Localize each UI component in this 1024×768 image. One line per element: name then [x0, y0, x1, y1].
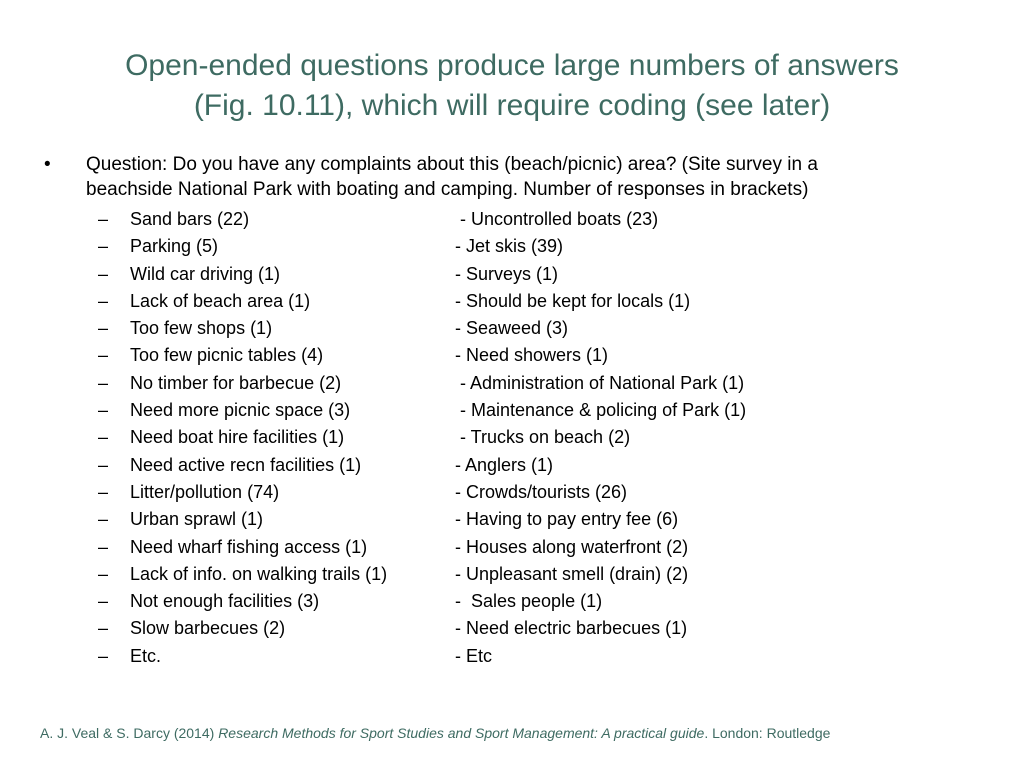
response-right: - Having to pay entry fee (6) — [455, 509, 679, 530]
response-right: - Etc — [455, 645, 493, 666]
list-item — [98, 615, 998, 642]
citation-authors: A. J. Veal & S. Darcy (2014) — [40, 725, 219, 741]
response-right: - Need showers (1) — [455, 345, 609, 366]
dash-icon: – — [98, 454, 109, 475]
dash-icon: – — [98, 400, 109, 421]
list-item — [98, 315, 998, 342]
list-item — [98, 643, 998, 670]
slide-title-line-2: (Fig. 10.11), which will require coding (see later) — [193, 89, 831, 122]
bullet-dot-icon: • — [44, 154, 51, 175]
response-right: - Uncontrolled boats (23) — [455, 209, 659, 229]
citation-book-title: Research Methods for Sport Studies and Sport Management: A practical guide — [218, 725, 705, 741]
dash-icon: – — [98, 345, 109, 366]
response-right: - Need electric barbecues (1) — [455, 618, 688, 639]
list-item — [98, 233, 998, 260]
dash-icon: – — [98, 209, 109, 229]
list-item — [98, 561, 998, 588]
citation-publisher: . London: Routledge — [704, 725, 831, 741]
question-text — [86, 152, 1006, 202]
dash-icon: – — [98, 263, 109, 284]
response-left: Need boat hire facilities (1) — [130, 427, 345, 448]
dash-icon: – — [98, 645, 109, 666]
response-right: - Trucks on beach (2) — [455, 427, 631, 448]
response-list — [98, 206, 998, 670]
dash-icon: – — [98, 509, 109, 530]
response-right: - Unpleasant smell (drain) (2) — [455, 563, 689, 584]
list-item — [98, 342, 998, 369]
response-left: No timber for barbecue (2) — [130, 372, 342, 393]
response-right: - Administration of National Park (1) — [455, 372, 745, 393]
slide-title — [60, 46, 964, 126]
dash-icon: – — [98, 290, 109, 311]
list-item — [98, 588, 998, 615]
list-item — [98, 479, 998, 506]
citation — [40, 723, 1000, 743]
list-item — [98, 424, 998, 451]
response-left: Not enough facilities (3) — [130, 591, 320, 612]
slide-title-line-1: Open-ended questions produce large numbers of answers — [125, 49, 899, 82]
response-left: Lack of info. on walking trails (1) — [130, 563, 388, 584]
response-left: Too few shops (1) — [130, 318, 273, 339]
list-item — [98, 397, 998, 424]
response-left: Need active recn facilities (1) — [130, 454, 362, 475]
response-left: Urban sprawl (1) — [130, 509, 264, 530]
response-right: - Maintenance & policing of Park (1) — [455, 400, 747, 421]
response-left: Need wharf fishing access (1) — [130, 536, 368, 557]
dash-icon: – — [98, 318, 109, 339]
dash-icon: – — [98, 481, 109, 502]
response-right: - Sales people (1) — [455, 591, 603, 612]
question-text-line-2: beachside National Park with boating and camping. Number of responses in brackets) — [86, 179, 809, 200]
dash-icon: – — [98, 618, 109, 639]
response-left: Slow barbecues (2) — [130, 618, 286, 639]
response-left: Etc. — [130, 645, 162, 666]
list-item — [98, 288, 998, 315]
dash-icon: – — [98, 563, 109, 584]
dash-icon: – — [98, 536, 109, 557]
response-right: - Jet skis (39) — [455, 236, 564, 257]
response-right: - Seaweed (3) — [455, 318, 569, 339]
response-left: Sand bars (22) — [130, 209, 250, 229]
list-item — [98, 534, 998, 561]
question-text-line-1: Question: Do you have any complaints about this (beach/picnic) area? (Site survey in a — [86, 154, 818, 175]
dash-icon: – — [98, 236, 109, 257]
response-right: - Houses along waterfront (2) — [455, 536, 689, 557]
list-item — [98, 452, 998, 479]
list-item — [98, 370, 998, 397]
list-item — [98, 206, 998, 233]
response-left: Wild car driving (1) — [130, 263, 281, 284]
list-item — [98, 506, 998, 533]
dash-icon: – — [98, 372, 109, 393]
response-left: Too few picnic tables (4) — [130, 345, 324, 366]
response-left: Litter/pollution (74) — [130, 481, 280, 502]
response-right: - Crowds/tourists (26) — [455, 481, 628, 502]
response-right: - Should be kept for locals (1) — [455, 290, 691, 311]
response-left: Parking (5) — [130, 236, 219, 257]
dash-icon: – — [98, 427, 109, 448]
list-item — [98, 261, 998, 288]
dash-icon: – — [98, 591, 109, 612]
response-left: Need more picnic space (3) — [130, 400, 351, 421]
response-left: Lack of beach area (1) — [130, 290, 311, 311]
response-right: - Anglers (1) — [455, 454, 554, 475]
response-right: - Surveys (1) — [455, 263, 559, 284]
